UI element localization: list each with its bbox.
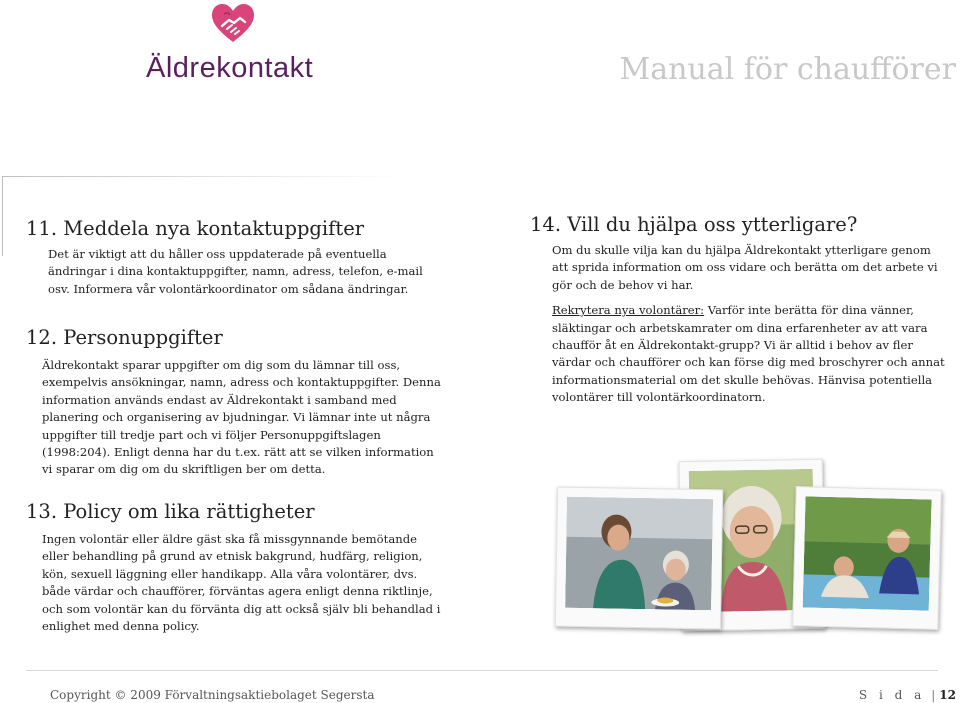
logo-text: Äldrekontakt xyxy=(146,52,314,84)
footer-page xyxy=(859,688,956,702)
corner-rule-vertical xyxy=(2,176,3,256)
photo-women-relaxing xyxy=(792,486,942,630)
section-11 xyxy=(26,217,446,298)
heart-handshake-icon xyxy=(210,2,256,44)
recruit-text: Varför inte berätta för dina vänner, släktingar och arbetskamrater om dina erfarenheter av att vara chaufför åt en Äldrekontakt-grupp? Vi är alltid i behov av fler värdar och chaufförer och kan förse dig med broschyrer och annat informationsmaterial om det skulle behövas. Hänvisa potentiella volontärer till volontärkoordinatorn. xyxy=(552,303,945,405)
page-label: S i d a xyxy=(858,688,926,702)
page-number: 12 xyxy=(939,688,956,702)
section-14-heading: 14. Vill du hjälpa oss ytterligare? xyxy=(530,213,858,236)
section-12 xyxy=(26,326,446,479)
corner-rule-horizontal xyxy=(2,176,402,177)
manual-title: Manual för chaufförer xyxy=(619,52,956,87)
section-14-body-2 xyxy=(552,302,950,406)
section-13 xyxy=(26,500,446,635)
section-11-heading: 11. Meddela nya kontaktuppgifter xyxy=(26,217,365,240)
section-13-body: Ingen volontär eller äldre gäst ska få missgynnande bemötande eller behandling på grund av etnisk bakgrund, hudfärg, religion, kön, sexuell läggning eller handikapp. Alla våra volontärer, dvs. både värdar och chaufförer, förväntas agera enligt denna riktlinje, och som volontär kan du förvänta dig att också själv bli behandlad i enlighet med denna policy. xyxy=(42,532,441,634)
recruit-label: Rekrytera nya volontärer: xyxy=(552,303,705,318)
footer-copyright: Copyright © 2009 Förvaltningsaktiebolaget Segersta xyxy=(50,688,375,702)
section-11-body: Det är viktigt att du håller oss uppdaterade på eventuella ändringar i dina kontaktuppgifter, namn, adress, telefon, e-mail osv. Informera vår volontärkoordinator om sådana ändringar. xyxy=(48,247,423,296)
photo-volunteer-and-elderly xyxy=(555,487,723,630)
section-14 xyxy=(530,213,950,407)
page-separator: | xyxy=(931,688,936,702)
section-14-body-1: Om du skulle vilja kan du hjälpa Äldrekontakt ytterligare genom att sprida information om oss vidare och berätta om det arbete vi gör och de behov vi har. xyxy=(552,243,938,292)
section-12-heading: 12. Personuppgifter xyxy=(26,326,223,349)
footer-rule xyxy=(26,670,938,671)
section-13-heading: 13. Policy om lika rättigheter xyxy=(26,500,315,523)
section-12-body: Äldrekontakt sparar uppgifter om dig som du lämnar till oss, exempelvis ansökningar, namn, adress och kontaktuppgifter. Denna information används endast av Äldrekontakt i samband med planering och organisering av bjudningar. Vi lämnar inte ut några uppgifter till tredje part och vi följer Personuppgiftslagen (1998:204). Enligt denna har du t.ex. rätt att se vilken information vi sparar om dig om du skriftligen ber om detta. xyxy=(42,358,441,477)
